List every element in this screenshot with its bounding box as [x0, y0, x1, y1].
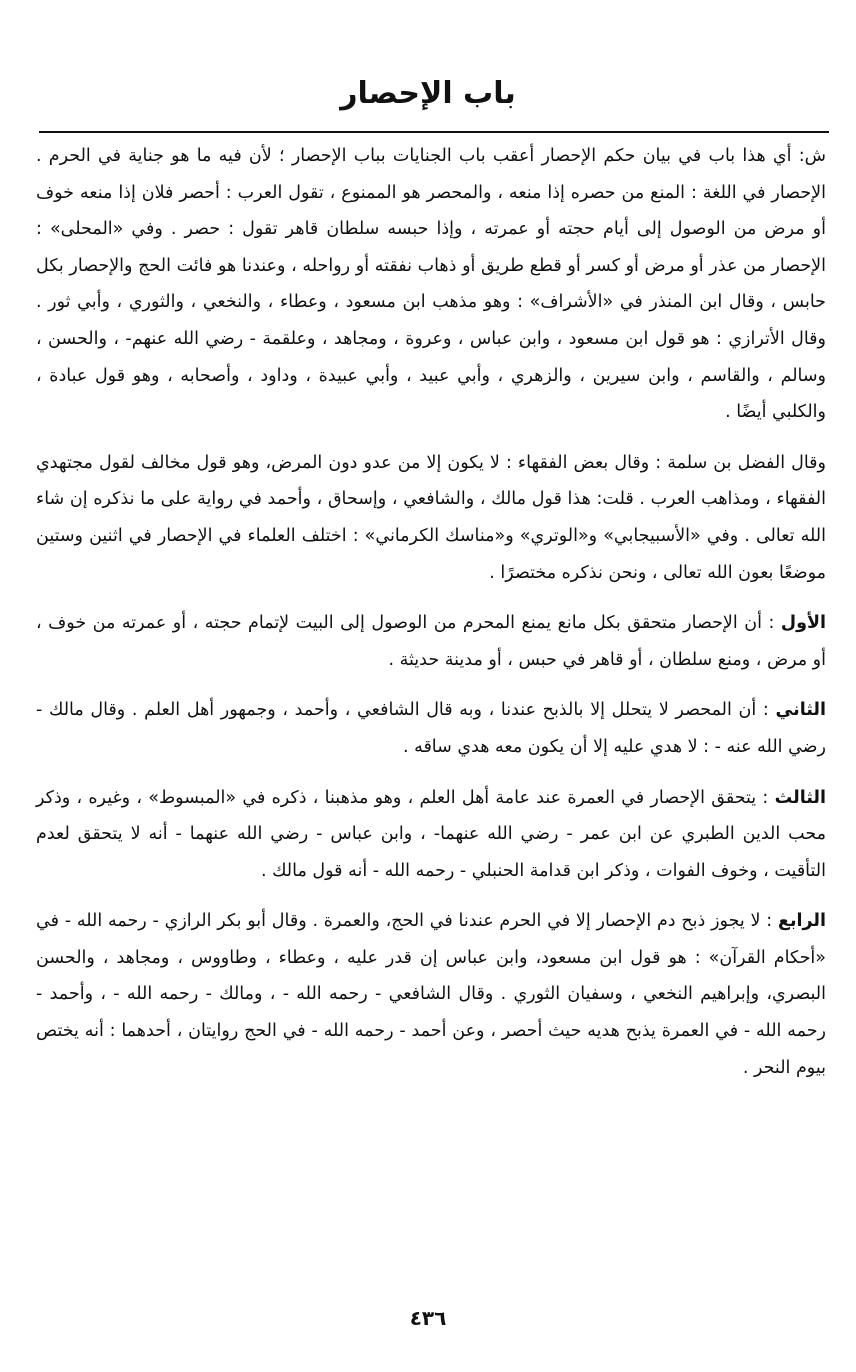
paragraph — [36, 903, 826, 1086]
paragraph — [36, 605, 826, 678]
paragraph — [36, 138, 826, 431]
paragraph — [36, 692, 826, 765]
paragraph — [36, 780, 826, 890]
chapter-title: باب الإحصار — [340, 76, 516, 111]
paragraph-lead: الرابع — [778, 911, 826, 932]
paragraph-text: ش: أي هذا باب في بيان حكم الإحصار أعقب باب الجنايات بباب الإحصار ؛ لأن فيه ما هو جناية في الحرم . الإحصار في اللغة : المنع من حصره إذا منعه ، والمحصر هو الممنوع ، تقول العرب : أحصر فلان إذا منعه خوف أو مرض من الوصول إلى أيام حجته أو عمرته ، وإذا حبسه سلطان قاهر تقول : حصر . وفي «المحلى» : الإحصار من عذر أو مرض أو كسر أو قطع طريق أو ذهاب نفقته أو رواحله ، وعندنا هو فائت الحج والإحصار بكل حابس ، وقال ابن المنذر في «الأشراف» : وهو مذهب ابن مسعود ، وعطاء ، والنخعي ، والثوري ، وأبي ثور . وقال الأترازي : هو قول ابن مسعود ، وابن عباس ، وعروة ، ومجاهد ، وعلقمة - رضي الله عنهم- ، والحسن ، وسالم ، والقاسم ، وابن سيرين ، والزهري ، وأبي عبيد ، وأبي عبيدة ، وداود ، وأصحابه ، وهو قول عبادة ، والكلبي أيضًا . — [36, 146, 826, 423]
paragraph — [36, 445, 826, 591]
title-divider — [39, 131, 829, 133]
body-text — [36, 138, 826, 1086]
paragraph-text: وقال الفضل بن سلمة : وقال بعض الفقهاء : لا يكون إلا من عدو دون المرض، وهو قول مخالف لقول مجتهدي الفقهاء ، ومذاهب العرب . قلت: هذا قول مالك ، والشافعي ، وإسحاق ، وأحمد في رواية على ما نذكره إن شاء الله تعالى . وفي «الأسبيجابي» و«الوتري» و«مناسك الكرماني» : اختلف العلماء في الإحصار في اثنين وستين موضعًا بعون الله تعالى ، ونحن نذكره مختصرًا . — [36, 452, 826, 583]
paragraph-text: : أن المحصر لا يتحلل إلا بالذبح عندنا ، وبه قال الشافعي ، وأحمد ، وجمهور أهل العلم . وقال مالك - رضي الله عنه - : لا هدي عليه إلا أن يكون معه هدي ساقه . — [36, 700, 826, 757]
paragraph-text: : أن الإحصار متحقق بكل مانع يمنع المحرم من الوصول إلى البيت لإتمام حجته ، أو عمرته من خوف ، أو مرض ، ومنع سلطان ، أو قاهر في حبس ، أو مدينة حديثة . — [36, 613, 826, 670]
paragraph-lead: الثالث — [774, 787, 826, 808]
paragraph-text: : لا يجوز ذبح دم الإحصار إلا في الحرم عندنا في الحج، والعمرة . وقال أبو بكر الرازي - رحمه الله - في «أحكام القرآن» : هو قول ابن مسعود، وابن عباس إن قدر عليه ، وعطاء ، وطاووس ، ومجاهد ، والحسن البصري، وإبراهيم النخعي ، وسفيان الثوري . وقال الشافعي - رحمه الله - ، ومالك - رحمه الله - ، وأحمد - رحمه الله - في العمرة يذبح هديه حيث أحصر ، وعن أحمد - رحمه الله - في الحج روايتان ، أحدهما : أنه يختص بيوم النحر . — [36, 911, 826, 1078]
paragraph-lead: الثاني — [775, 700, 826, 721]
page-number: ٤٣٦ — [409, 1306, 447, 1330]
paragraph-text: : يتحقق الإحصار في العمرة عند عامة أهل العلم ، وهو مذهبنا ، ذكره في «المبسوط» ، وغيره ، وذكر محب الدين الطبري عن ابن عمر - رضي الله عنهما- ، وابن عباس - رضي الله عنهما - أنه لا يتحقق لعدم التأقيت ، وخوف الفوات ، وذكر ابن قدامة الحنبلي - رحمه الله - أنه قول مالك . — [36, 787, 826, 881]
paragraph-lead: الأول — [780, 613, 826, 634]
